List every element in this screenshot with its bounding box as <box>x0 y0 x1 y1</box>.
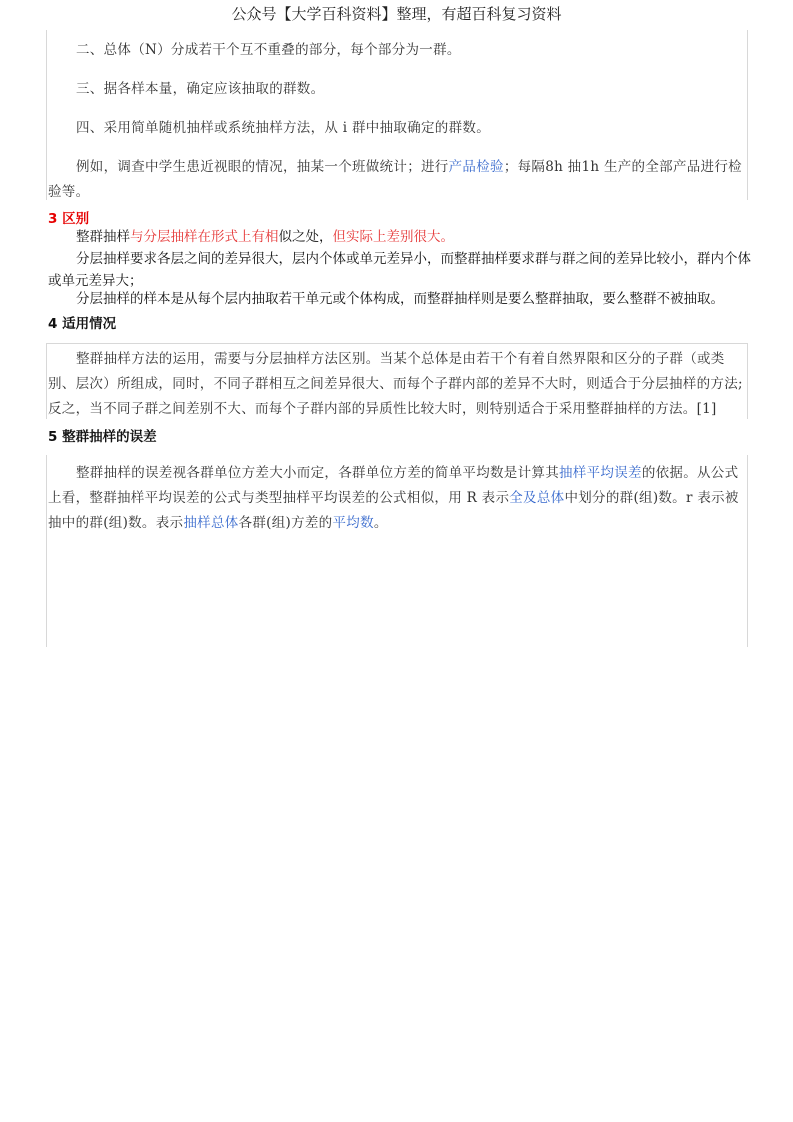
applicability-paragraph: 整群抽样方法的运用，需要与分层抽样方法区别。当某个总体是由若干个有着自然界限和区分的子群（或类别、层次）所组成，同时，不同子群相互之间差异很大、而每个子群内部的差异不大时，则适合于分层抽样的方法;反之，当不同子群之间差别不大、而每个子群内部的异质性比较大时，则特别适合于采用整群抽样的方法。[1] <box>48 351 743 417</box>
cluster-sampling-term: 整群抽样 <box>76 229 130 245</box>
similarity-highlight: 与分层抽样在形式上有相 <box>130 229 279 245</box>
error-paragraph <box>48 461 748 536</box>
error-text-1: 整群抽样的误差视各群单位方差大小而定，各群单位方差的简单平均数是计算其 <box>76 465 559 481</box>
error-text-5: 。 <box>373 515 388 531</box>
mean-link[interactable]: 平均数 <box>332 515 374 531</box>
example-text-post: ；每隔8h 抽1h 生产的全部产品进行检验等。 <box>48 159 742 200</box>
page-header: 公众号【大学百科资料】整理，有超百科复习资料 <box>231 5 562 23</box>
section-5-title: 5 整群抽样的误差 <box>48 429 157 445</box>
difference-highlight: 但实际上差别很大。 <box>332 229 454 245</box>
product-inspection-link[interactable]: 产品检验 <box>448 159 504 175</box>
difference-paragraph-3: 分层抽样的样本是从每个层内抽取若干单元或个体构成，而整群抽样则是要么整群抽取，要么整群不被抽取。 <box>76 291 724 307</box>
sample-population-link[interactable]: 抽样总体 <box>183 515 239 531</box>
step-3: 三、据各样本量，确定应该抽取的群数。 <box>76 81 325 97</box>
difference-paragraph-2: 分层抽样要求各层之间的差异很大，层内个体或单元差异小，而整群抽样要求群与群之间的差异比较小，群内个体或单元差异大； <box>48 251 751 289</box>
difference-paragraph-1 <box>48 226 752 248</box>
step-2: 二、总体（N）分成若干个互不重叠的部分，每个部分为一群。 <box>76 42 461 58</box>
error-text-2: 的依据。从公式上看，整群抽样平均误差的公式与类型抽样平均误差的公式相似，用 R 表示 <box>48 465 739 506</box>
error-text-4: 各群(组)方差的 <box>238 515 333 531</box>
error-text-3: 中划分的群(组)数。r 表示被抽中的群(组)数。表示 <box>48 490 739 531</box>
similarity-text: 似之处， <box>278 229 333 245</box>
example-text-pre: 例如，调查中学生患近视眼的情况，抽某一个班做统计；进行 <box>76 159 449 175</box>
section-3-title: 3 区别 <box>48 211 90 227</box>
example-paragraph <box>48 155 748 205</box>
step-4: 四、采用简单随机抽样或系统抽样方法，从 i 群中抽取确定的群数。 <box>76 120 490 136</box>
section-4-title: 4 适用情况 <box>48 316 117 332</box>
total-population-link[interactable]: 全及总体 <box>509 490 565 506</box>
sampling-mean-error-link[interactable]: 抽样平均误差 <box>559 465 642 481</box>
